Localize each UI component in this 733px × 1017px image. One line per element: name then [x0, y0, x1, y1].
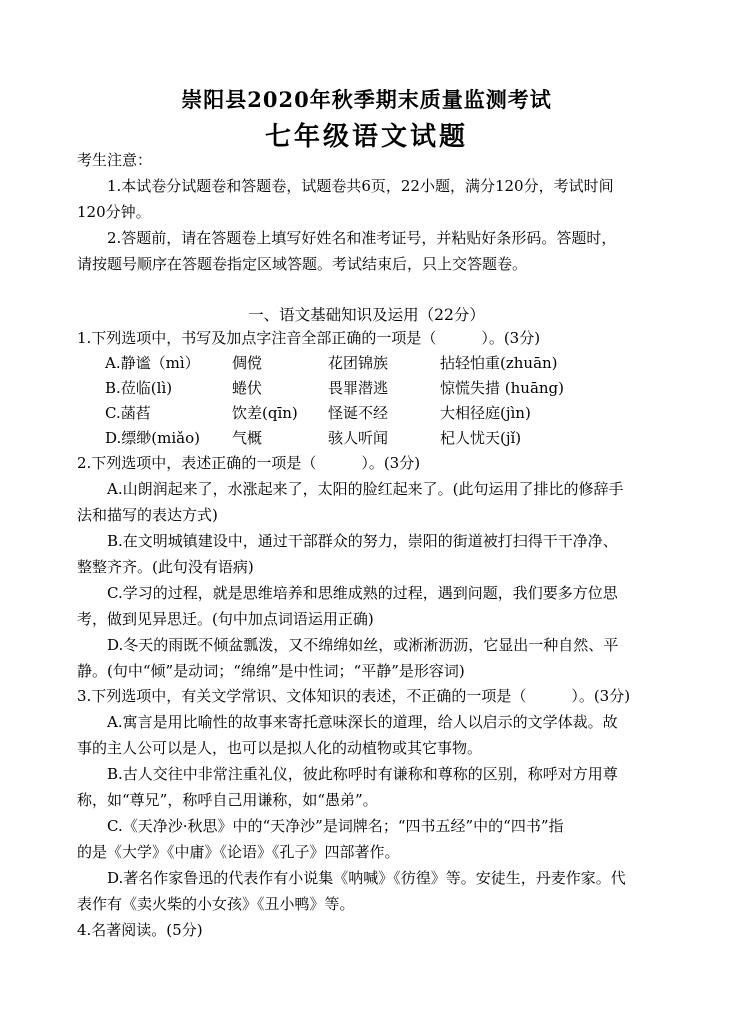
q1-option-b-word-2: 蜷伏 [232, 379, 263, 397]
q1-option-a-word-1: A.静谧（mì） [105, 354, 200, 372]
exam-subtitle: 七年级语文试题 [264, 122, 468, 152]
q3-option-b-line-2: 称，如“尊兄”，称呼自己用谦称，如“愚弟”。 [77, 791, 378, 809]
q1-option-d-word-1: D.缥缈(miǎo) [105, 429, 200, 447]
q2-option-a-line-1: A.山朗润起来了，水涨起来了，太阳的脸红起来了。(此句运用了排比的修辞手 [107, 480, 624, 498]
q1-option-b-word-4: 惊慌失措 (huāng) [440, 379, 564, 397]
notice-item-1-line-2: 120分钟。 [77, 203, 151, 221]
q3-option-c-line-2: 的是《大学》《中庸》《论语》《孔子》四部著作。 [77, 843, 400, 861]
q3-stem: 3.下列选项中，有关文学常识、文体知识的表述，不正确的一项是（ ）。(3分) [77, 687, 631, 705]
q4-stem: 4.名著阅读。(5分) [77, 921, 203, 939]
notice-item-1-line-1: 1.本试卷分试题卷和答题卷，试题卷共6页，22小题，满分120分，考试时间 [107, 177, 614, 195]
q1-option-d-word-2: 气概 [232, 429, 263, 447]
q3-option-c-line-1: C.《天净沙·秋思》中的“天净沙”是词牌名；“四书五经”中的“四书”指 [107, 817, 564, 835]
q3-option-a-line-2: 事的主人公可以是人，也可以是拟人化的动植物或其它事物。 [77, 739, 483, 757]
notice-item-2-line-1: 2.答题前，请在答题卷上填写好姓名和准考证号，并粘贴好条形码。答题时， [107, 229, 617, 247]
q3-option-d-line-2: 表作有《卖火柴的小女孩》《丑小鸭》等。 [77, 895, 355, 913]
q3-option-d-line-1: D.著名作家鲁迅的代表作有小说集《呐喊》《彷徨》等。安徒生，丹麦作家。代 [107, 869, 626, 887]
q2-option-c-line-2: 考，做到见异思迁。(句中加点词语运用正确) [77, 610, 374, 628]
q2-stem: 2.下列选项中，表述正确的一项是（ ）。(3分) [77, 454, 421, 472]
q2-option-b-line-1: B.在文明城镇建设中，通过干部群众的努力，崇阳的街道被打扫得干干净净、 [107, 532, 618, 550]
section-heading: 一、语文基础知识及运用（22分） [248, 306, 485, 324]
notice-item-2-line-2: 请按题号顺序在答题卷指定区域答题。考试结束后，只上交答题卷。 [77, 255, 528, 273]
q1-option-d-word-4: 杞人忧天(jǐ) [440, 429, 522, 447]
q2-option-a-line-2: 法和描写的表达方式) [77, 506, 218, 524]
q2-option-c-line-1: C.学习的过程，就是思维培养和思维成熟的过程，遇到问题，我们要多方位思 [107, 584, 618, 602]
q3-option-a-line-1: A.寓言是用比喻性的故事来寄托意味深长的道理，给人以启示的文学体裁。故 [107, 713, 618, 731]
q1-option-b-word-1: B.莅临(lì) [105, 379, 173, 397]
q1-stem: 1.下列选项中，书写及加点字注音全部正确的一项是（ ）。(3分) [77, 329, 541, 347]
q1-option-c-word-3: 怪诞不经 [328, 404, 389, 422]
notice-heading: 考生注意： [77, 151, 153, 169]
q1-option-a-word-4: 拈轻怕重(zhuān) [440, 354, 558, 372]
q2-option-d-line-2: 静。(句中“倾”是动词；“绵绵”是中性词；“平静”是形容词) [77, 662, 465, 680]
q1-option-c-word-2: 饮差(qīn) [232, 404, 298, 422]
q2-option-d-line-1: D.冬天的雨既不倾盆瓢泼，又不绵绵如丝，或淅淅沥沥，它显出一种自然、平 [107, 636, 619, 654]
q2-option-b-line-2: 整整齐齐。(此句没有语病) [77, 558, 254, 576]
q1-option-a-word-3: 花团锦族 [328, 354, 389, 372]
q1-option-d-word-3: 骇人听闻 [328, 429, 389, 447]
q1-option-b-word-3: 畏罪潜逃 [328, 379, 389, 397]
q1-option-c-word-1: C.菡萏 [105, 404, 151, 422]
exam-title: 崇阳县2020年秋季期末质量监测考试 [181, 87, 552, 112]
q1-option-a-word-2: 倜傥 [232, 354, 263, 372]
q1-option-c-word-4: 大相径庭(jìn) [440, 404, 531, 422]
q3-option-b-line-1: B.古人交往中非常注重礼仪，彼此称呼时有谦称和尊称的区别，称呼对方用尊 [107, 765, 618, 783]
